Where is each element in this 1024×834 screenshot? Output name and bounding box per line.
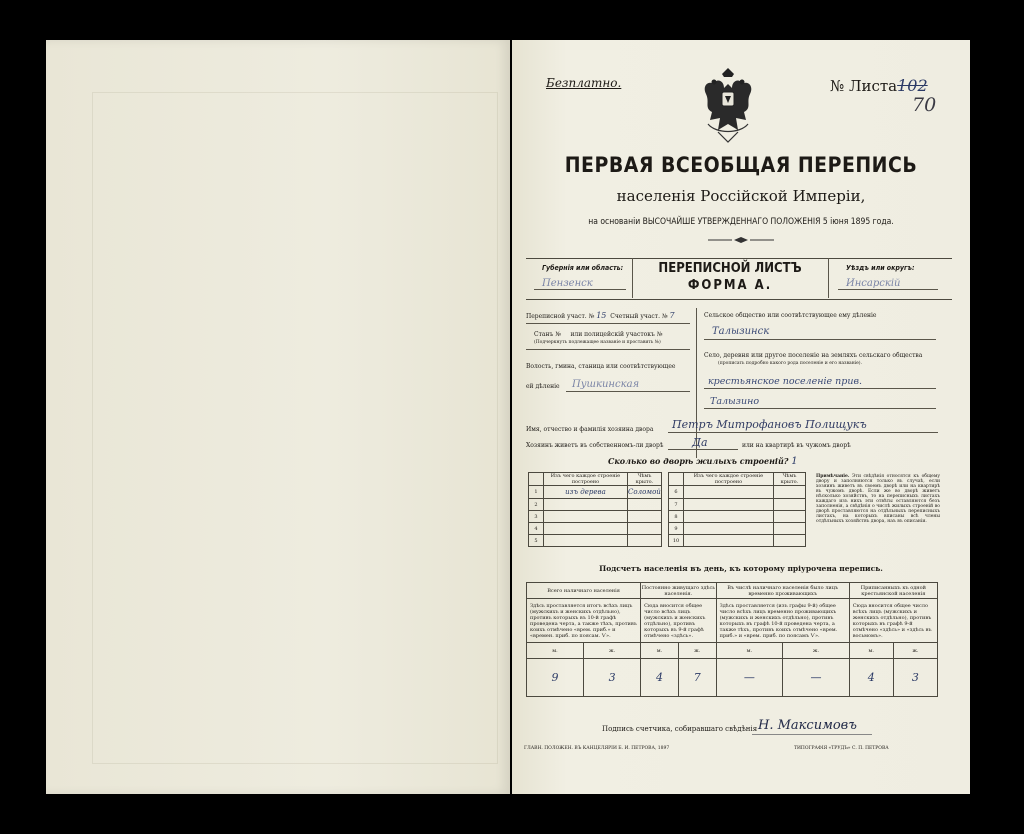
imperial-eagle-emblem (700, 68, 756, 144)
archive-stamp-number: 70 (912, 94, 937, 116)
police-note: (Подчеркнуть подлежащее названіе и проставить №) (534, 340, 661, 345)
sheet-title: ПЕРЕПИСНОЙ ЛИСТЪ (658, 261, 802, 276)
buildings-table-left (528, 472, 662, 547)
village-note: (прописать подробно какого рода поселеніе и его названіе). (718, 361, 862, 366)
population-tally-table: Всего наличнаго населенія Постоянно живущаго здѣсь населенія. Въ числѣ наличнаго населенія было лицъ временно проживающихъ Приписанныхъ къ одной крестьянской населенія Здѣсь проставляется итогъ всѣхъ лицъ (мужскихъ и женскихъ отдѣльно), противъ которыхъ въ 10-й графѣ проведена черта, а также тѣхъ, противъ коихъ отмѣчено «врем. приб.» и «времен. приб. по поясам. Ѵ». Сюда вносится общее число всѣхъ лицъ (мужскихъ и женскихъ отдѣльно), противъ которыхъ въ 9-й графѣ отмѣчено «здѣсь». Здѣсь проставляется (изъ графы 9-й) общее число всѣхъ лицъ временно проживающихъ (мужскихъ и женскихъ отдѣльно), противъ которыхъ въ графѣ 10-й проведена черта, а также тѣхъ, противъ коихъ отмѣчено «врем. приб.» и «врем. приб. по поясамъ Ѵ». Сюда вносится общее число всѣхъ лицъ (мужскихъ и женскихъ отдѣльно), противъ которыхъ въ графѣ 9-й отмѣчено «здѣсь» и «здѣсь въ восьмомъ». м. ж. м. ж. м. ж. м. ж. 9 3 4 7 — — 4 3 (526, 582, 938, 697)
village-label: Село, деревня или другое поселеніе на земляхъ сельскаго общества (704, 352, 923, 359)
society-value: Талызинск (712, 326, 770, 337)
owner-lives-label: Хозяинъ живетъ въ собственномъ-ли дворѣ (526, 442, 664, 449)
volost-value: Пушкинская (572, 379, 640, 390)
census-form-page (512, 40, 970, 794)
table-row: 8 (669, 511, 806, 523)
village-value-1: крестьянское поселеніе прив. (708, 376, 863, 387)
signature-value: Н. Максимовъ (758, 718, 857, 733)
census-section-field: Переписной участ. № 15 Счетный участ. № 7 (526, 311, 675, 320)
col-roof-header: Чѣмъ крыто. (627, 473, 661, 486)
owner-lives-label-2: или на квартирѣ въ чужомъ дворѣ (742, 442, 851, 449)
owner-name-label: Имя, отчество и фамилія хозяина двора (526, 426, 654, 433)
ornament-divider (708, 236, 774, 244)
left-page-frame (92, 92, 498, 764)
form-letter-title: ФОРМА А. (687, 278, 773, 293)
free-label: Безплатно. (546, 76, 622, 90)
buildings-value: 1 (791, 456, 798, 467)
table-row: 1 изъ дерева Соломой (529, 486, 662, 499)
printer-left-imprint: ГЛАВН. ПОЛОЖЕН. ВЪ КАНЦЕЛЯРІИ Б. И. ПЕТРОВА, 1897 (524, 746, 670, 751)
volost-label: Волость, гмина, станица или соотвѣтствующее (526, 363, 676, 370)
province-label: Губернія или область: (542, 264, 624, 272)
society-label: Сельское общество или соотвѣтствующее ему дѣленіе (704, 312, 877, 319)
district-label: Уѣздъ или округъ: (846, 264, 915, 272)
table-row: 4 (529, 523, 662, 535)
village-value-2: Талызино (710, 396, 760, 407)
volost-label-2: ей дѣленіе (526, 383, 560, 390)
tally-head-permanent: Постоянно живущаго здѣсь населенія. (641, 584, 715, 597)
buildings-question: Сколько во дворѣ жилыхъ строеній? 1 (608, 456, 798, 467)
table-row: 6 (669, 486, 806, 499)
table-row: 9 (669, 523, 806, 535)
tally-values-row: 9 3 4 7 — — 4 3 (527, 659, 938, 697)
province-value: Пензенск (542, 278, 593, 289)
table-row: 2 (529, 499, 662, 511)
form-subtitle: населенія Россійской Имперіи, (616, 187, 866, 205)
col-what-header: Изъ чего каждое строеніе построено (544, 473, 628, 486)
sheet-number-label: № Листа102 (830, 76, 928, 95)
owner-lives-value: Да (692, 436, 708, 449)
owner-name-value: Петръ Митрофановъ Полищукъ (672, 418, 867, 431)
buildings-table-right: Изъ чего каждое строеніе построено Чѣмъ крыто. 6 7 8 9 10 (668, 472, 806, 547)
legal-basis-line: на основаніи ВЫСОЧАЙШЕ УТВЕРЖДЕННАГО ПОЛОЖЕНІЯ 5 іюня 1895 года. (588, 217, 894, 227)
tally-title: Подсчетъ населенія въ день, къ которому пріурочена перепись. (599, 564, 883, 573)
left-blank-page (46, 40, 510, 794)
tally-head-temporary: Въ числѣ наличнаго населенія было лицъ временно проживающихъ (716, 583, 849, 599)
district-value: Инсарскій (846, 278, 901, 289)
tally-head-registered: Приписанныхъ къ одной крестьянской населенія (849, 583, 937, 599)
buildings-note: Примѣчаніе. Эти свѣдѣнія относятся къ общему двору и заполняются только въ случаѣ, если хозяинъ живетъ въ своемъ дворѣ или на квартирѣ въ чужомъ дворѣ. Если же во дворѣ живетъ нѣсколько хозяйствъ, то на переписныхъ листахъ каждаго изъ нихъ эти отвѣты оставляются безъ заполненія, а свѣдѣнія о числѣ жилыхъ строеній во дворѣ проставляются на отдѣльныхъ переписныхъ листахъ, на которыхъ вписаны всѣ члены отдѣльныхъ хозяйствъ двора, наъ въ описаніи. (816, 474, 940, 524)
table-row: 10 (669, 535, 806, 547)
tally-head-total: Всего наличнаго населенія (527, 583, 641, 599)
printer-right-imprint: ТИПОГРАФІЯ «ТРУДЪ» С. П. ПЕТРОВА (794, 746, 889, 751)
table-row: 7 (669, 499, 806, 511)
table-row: 5 (529, 535, 662, 547)
table-row: 3 (529, 511, 662, 523)
sheet-number-value: 102 (897, 76, 928, 95)
form-main-title: ПЕРВАЯ ВСЕОБЩАЯ ПЕРЕПИСЬ (564, 153, 918, 177)
signature-label: Подпись счетчика, собиравшаго свѣдѣнія (602, 725, 758, 733)
stan-field: Станъ № или полицейскій участокъ № (534, 331, 663, 338)
